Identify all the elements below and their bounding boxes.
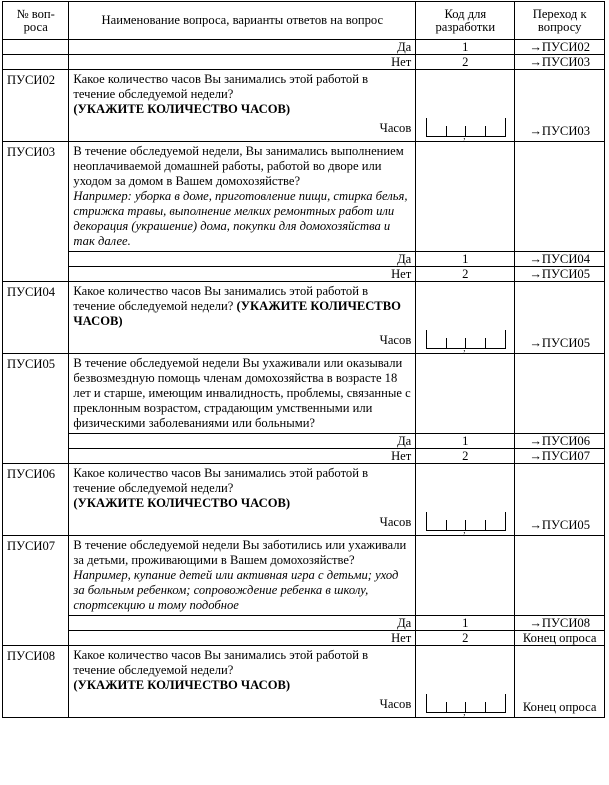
answer-code: 2	[416, 449, 515, 464]
question-text-main: В течение обследуемой недели Вы заботились или ухаживали за детьми, проживающими в Вашем домохозяйстве?	[73, 538, 407, 567]
question-example: Например, купание детей или активная игра с детьми; уход за больным ребенком; сопровождение ребенка в школу, спортсекцию и тому подобное	[73, 568, 399, 612]
question-text-main: Какое количество часов Вы занимались этой работой в течение обследуемой недели?	[73, 284, 369, 313]
number-cell-empty	[3, 55, 69, 70]
question-transfer: →ПУСИ03	[515, 70, 605, 142]
answer-transfer: Конец опроса	[515, 631, 605, 646]
code-cell-empty	[416, 536, 515, 616]
header-question-name: Наименование вопроса, варианты ответов на вопрос	[69, 2, 416, 40]
question-cell	[69, 646, 416, 718]
questionnaire-table	[2, 1, 605, 718]
hours-input-box[interactable]	[426, 330, 506, 353]
decimal-separator: ,	[463, 707, 466, 717]
answer-label: Да	[69, 616, 416, 631]
answer-code: 1	[416, 252, 515, 267]
answer-label: Нет	[69, 55, 416, 70]
header-number: № воп-роса	[3, 2, 69, 40]
question-text: Какое количество часов Вы занимались этой работой в течение обследуемой недели?	[73, 72, 369, 101]
header-transfer: Переход к вопросу	[515, 2, 605, 40]
answer-code: 2	[416, 267, 515, 282]
answer-code: 2	[416, 55, 515, 70]
question-cell	[69, 70, 416, 142]
header-code: Код для разработки	[416, 2, 515, 40]
question-cell	[69, 354, 416, 434]
transfer-cell-empty	[515, 354, 605, 434]
question-cell	[69, 464, 416, 536]
decimal-separator: ,	[463, 343, 466, 353]
question-transfer: Конец опроса	[515, 646, 605, 718]
answer-transfer: →ПУСИ06	[515, 434, 605, 449]
question-instruction: (УКАЖИТЕ КОЛИЧЕСТВО ЧАСОВ)	[73, 102, 291, 116]
answer-row	[3, 616, 605, 631]
question-row	[3, 536, 605, 616]
units-label: Часов	[379, 121, 412, 135]
answer-transfer: →ПУСИ02	[515, 40, 605, 55]
answer-label: Нет	[69, 631, 416, 646]
decimal-separator: ,	[463, 525, 466, 535]
question-row	[3, 646, 605, 718]
question-text	[73, 536, 411, 613]
question-row	[3, 464, 605, 536]
answer-row	[3, 55, 605, 70]
number-cell-empty	[3, 40, 69, 55]
hours-entry-cell[interactable]	[416, 282, 515, 354]
transfer-cell-empty	[515, 142, 605, 252]
hours-entry-cell[interactable]	[416, 646, 515, 718]
question-transfer: →ПУСИ05	[515, 464, 605, 536]
question-instruction: (УКАЖИТЕ КОЛИЧЕСТВО ЧАСОВ)	[73, 496, 291, 510]
answer-row	[3, 40, 605, 55]
answer-row	[3, 434, 605, 449]
question-number: ПУСИ04	[3, 282, 69, 354]
units-label: Часов	[379, 333, 412, 347]
question-text	[73, 282, 411, 329]
answer-code: 2	[416, 631, 515, 646]
answer-label: Да	[69, 434, 416, 449]
answer-row	[3, 449, 605, 464]
answer-transfer: →ПУСИ07	[515, 449, 605, 464]
units-label: Часов	[379, 697, 412, 711]
answer-label: Да	[69, 252, 416, 267]
answer-transfer: →ПУСИ04	[515, 252, 605, 267]
question-row	[3, 282, 605, 354]
decimal-separator: ,	[463, 131, 466, 141]
question-text: Какое количество часов Вы занимались этой работой в течение обследуемой недели?	[73, 466, 369, 495]
question-text: В течение обследуемой недели Вы ухаживали или оказывали безвозмездную помощь членам домохозяйства в возрасте 18 лет и старше, имеющим инвалидность, проблемы, связанные с преклонным возрастом, страдающим умственными или физическими заболеваниями или больными?	[73, 356, 411, 430]
answer-code: 1	[416, 434, 515, 449]
question-cell	[69, 142, 416, 252]
question-row	[3, 142, 605, 252]
hours-entry-cell[interactable]	[416, 464, 515, 536]
answer-label: Да	[69, 40, 416, 55]
answer-transfer: →ПУСИ05	[515, 267, 605, 282]
answer-row	[3, 267, 605, 282]
question-instruction: (УКАЖИТЕ КОЛИЧЕСТВО ЧАСОВ)	[73, 299, 401, 328]
units-label: Часов	[379, 515, 412, 529]
answer-row	[3, 631, 605, 646]
question-text: В течение обследуемой недели, Вы занимались выполнением неоплачиваемой домашней работы, работой во дворе или уходом за домом в Вашем домохозяйстве?	[73, 144, 404, 188]
answer-code: 1	[416, 40, 515, 55]
answer-transfer: →ПУСИ03	[515, 55, 605, 70]
hours-input-box[interactable]	[426, 118, 506, 141]
question-number: ПУСИ05	[3, 354, 69, 464]
answer-row	[3, 252, 605, 267]
hours-input-box[interactable]	[426, 694, 506, 717]
hours-input-box[interactable]	[426, 512, 506, 535]
header-row	[3, 2, 605, 40]
question-transfer: →ПУСИ05	[515, 282, 605, 354]
question-number: ПУСИ08	[3, 646, 69, 718]
question-cell	[69, 536, 416, 616]
answer-label: Нет	[69, 449, 416, 464]
answer-label: Нет	[69, 267, 416, 282]
question-row	[3, 70, 605, 142]
question-instruction: (УКАЖИТЕ КОЛИЧЕСТВО ЧАСОВ)	[73, 678, 291, 692]
question-example: Например: уборка в доме, приготовление пищи, стирка белья, стрижка травы, выполнение мелких ремонтных работ или декорация (украшение) дома, покупки для домохозяйства и так далее.	[73, 189, 408, 248]
question-number: ПУСИ02	[3, 70, 69, 142]
answer-code: 1	[416, 616, 515, 631]
hours-entry-cell[interactable]	[416, 70, 515, 142]
transfer-cell-empty	[515, 536, 605, 616]
question-number: ПУСИ03	[3, 142, 69, 282]
question-number: ПУСИ07	[3, 536, 69, 646]
question-number: ПУСИ06	[3, 464, 69, 536]
question-cell	[69, 282, 416, 354]
code-cell-empty	[416, 354, 515, 434]
code-cell-empty	[416, 142, 515, 252]
answer-transfer: →ПУСИ08	[515, 616, 605, 631]
question-row	[3, 354, 605, 434]
question-text: Какое количество часов Вы занимались этой работой в течение обследуемой недели?	[73, 648, 369, 677]
